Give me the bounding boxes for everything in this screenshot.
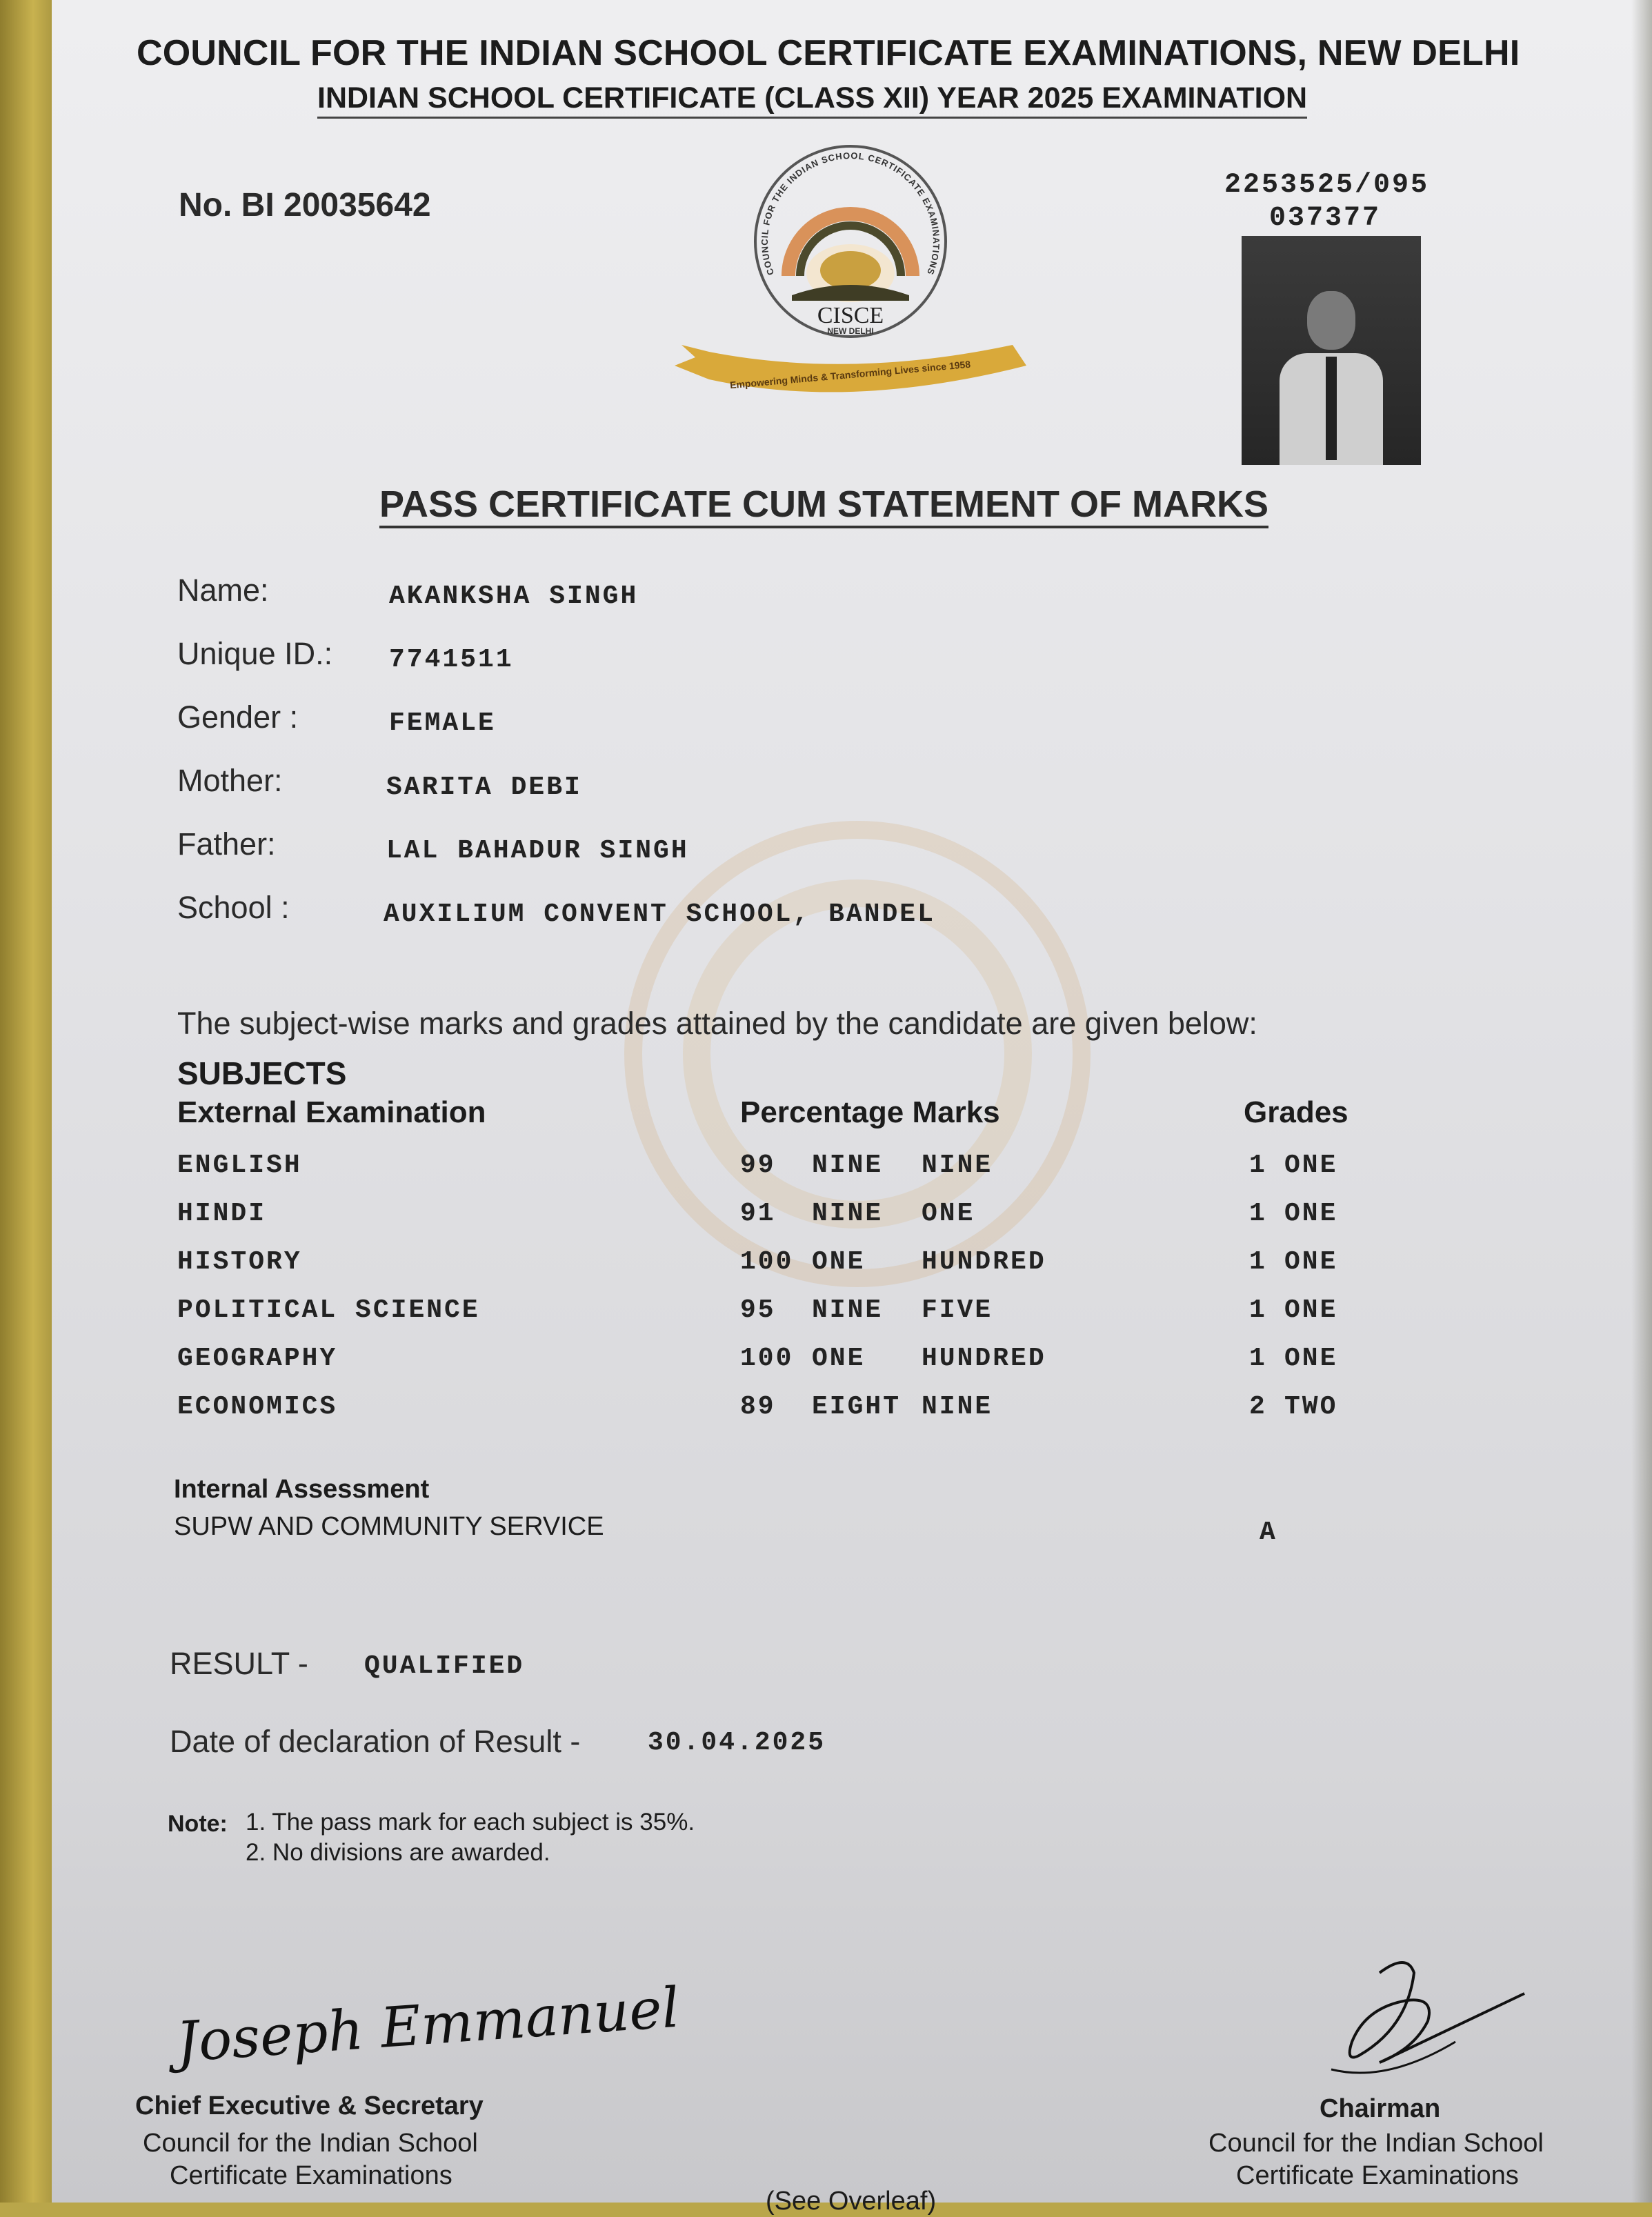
chief-executive-title: Chief Executive & Secretary [135, 2091, 484, 2120]
logo-city: NEW DELHI [827, 326, 874, 336]
note-1: 1. The pass mark for each subject is 35%. [246, 1809, 695, 1836]
school-value: AUXILIUM CONVENT SCHOOL, BANDEL [384, 899, 935, 929]
marks-word-1: EIGHT [812, 1392, 902, 1422]
left-org-line2: Certificate Examinations [170, 2161, 452, 2190]
left-org-line1: Council for the Indian School [143, 2129, 478, 2158]
subject-name: ENGLISH [177, 1151, 302, 1180]
grade-word: ONE [1284, 1151, 1338, 1180]
note-2: 2. No divisions are awarded. [246, 1839, 550, 1866]
internal-subject: SUPW AND COMMUNITY SERVICE [174, 1512, 604, 1541]
subject-name: HINDI [177, 1199, 267, 1229]
marks-word-1: ONE [812, 1247, 866, 1277]
mother-value: SARITA DEBI [386, 773, 582, 802]
logo-name: CISCE [817, 303, 884, 328]
paper-shadow [1631, 0, 1652, 2203]
grade-number: 1 [1249, 1295, 1267, 1325]
certificate-number: No. BI 20035642 [179, 187, 431, 223]
marks-number: 95 [740, 1295, 776, 1325]
marks-word-2: NINE [922, 1392, 993, 1422]
chairman-title: Chairman [1320, 2094, 1441, 2123]
gender-label: Gender : [177, 699, 299, 735]
result-label: RESULT - [170, 1646, 308, 1681]
grade-word: ONE [1284, 1344, 1338, 1373]
grade-number: 1 [1249, 1344, 1267, 1373]
declaration-date: 30.04.2025 [648, 1728, 826, 1758]
internal-heading: Internal Assessment [174, 1475, 430, 1504]
father-label: Father: [177, 826, 276, 862]
internal-grade: A [1260, 1518, 1277, 1547]
percentage-heading: Percentage Marks [740, 1095, 1000, 1129]
note-label: Note: [168, 1811, 228, 1837]
grade-word: TWO [1284, 1392, 1338, 1422]
candidate-photo [1242, 236, 1421, 465]
marks-number: 89 [740, 1392, 776, 1422]
council-heading: COUNCIL FOR THE INDIAN SCHOOL CERTIFICATE EXAMINATIONS, NEW DELHI [137, 33, 1520, 73]
marks-intro: The subject-wise marks and grades attained by the candidate are given below: [177, 1006, 1257, 1041]
declaration-label: Date of declaration of Result - [170, 1724, 581, 1759]
index-code-line2: 037377 [1269, 203, 1382, 234]
marks-number: 100 [740, 1247, 794, 1277]
external-heading: External Examination [177, 1095, 486, 1129]
subject-name: HISTORY [177, 1247, 302, 1277]
unique-id-value: 7741511 [389, 645, 514, 675]
grades-heading: Grades [1244, 1095, 1349, 1129]
see-overleaf: (See Overleaf) [766, 2187, 937, 2216]
right-org-line2: Certificate Examinations [1236, 2161, 1519, 2190]
marks-word-1: NINE [812, 1151, 884, 1180]
grade-word: ONE [1284, 1247, 1338, 1277]
marks-number: 91 [740, 1199, 776, 1229]
subject-name: ECONOMICS [177, 1392, 338, 1422]
logo-ribbon-text: Empowering Minds & Transforming Lives since 1958 [729, 358, 971, 391]
chief-executive-signature: Joseph Emmanuel [174, 1975, 681, 2075]
grade-word: ONE [1284, 1199, 1338, 1229]
grade-number: 1 [1249, 1151, 1267, 1180]
marks-word-1: ONE [812, 1344, 866, 1373]
logo-ring-text: COUNCIL FOR THE INDIAN SCHOOL CERTIFICATE EXAMINATIONS [759, 150, 942, 277]
subject-name: POLITICAL SCIENCE [177, 1295, 480, 1325]
marks-word-1: NINE [812, 1199, 884, 1229]
grade-number: 1 [1249, 1247, 1267, 1277]
subject-name: GEOGRAPHY [177, 1344, 338, 1373]
mother-label: Mother: [177, 763, 283, 798]
cisce-logo [668, 138, 1033, 414]
father-value: LAL BAHADUR SINGH [386, 836, 689, 866]
grade-word: ONE [1284, 1295, 1338, 1325]
right-org-line1: Council for the Indian School [1208, 2129, 1544, 2158]
marks-word-2: FIVE [922, 1295, 993, 1325]
subjects-heading: SUBJECTS [177, 1055, 347, 1091]
result-value: QUALIFIED [364, 1651, 525, 1681]
marks-word-2: HUNDRED [922, 1247, 1046, 1277]
index-code-line1: 2253525/095 [1224, 170, 1430, 201]
unique-id-label: Unique ID.: [177, 636, 333, 671]
grade-number: 1 [1249, 1199, 1267, 1229]
school-label: School : [177, 890, 290, 925]
marks-word-2: NINE [922, 1151, 993, 1180]
gender-value: FEMALE [389, 708, 496, 738]
chairman-signature [1304, 1945, 1531, 2090]
marks-number: 99 [740, 1151, 776, 1180]
marks-word-2: HUNDRED [922, 1344, 1046, 1373]
name-value: AKANKSHA SINGH [389, 581, 639, 611]
exam-heading: INDIAN SCHOOL CERTIFICATE (CLASS XII) YEAR 2025 EXAMINATION [317, 81, 1307, 119]
name-label: Name: [177, 573, 269, 608]
marks-number: 100 [740, 1344, 794, 1373]
background-edge [0, 0, 55, 2203]
marks-word-2: ONE [922, 1199, 975, 1229]
elephant-icon [820, 251, 881, 290]
certificate-title: PASS CERTIFICATE CUM STATEMENT OF MARKS [379, 483, 1268, 528]
grade-number: 2 [1249, 1392, 1267, 1422]
marks-word-1: NINE [812, 1295, 884, 1325]
